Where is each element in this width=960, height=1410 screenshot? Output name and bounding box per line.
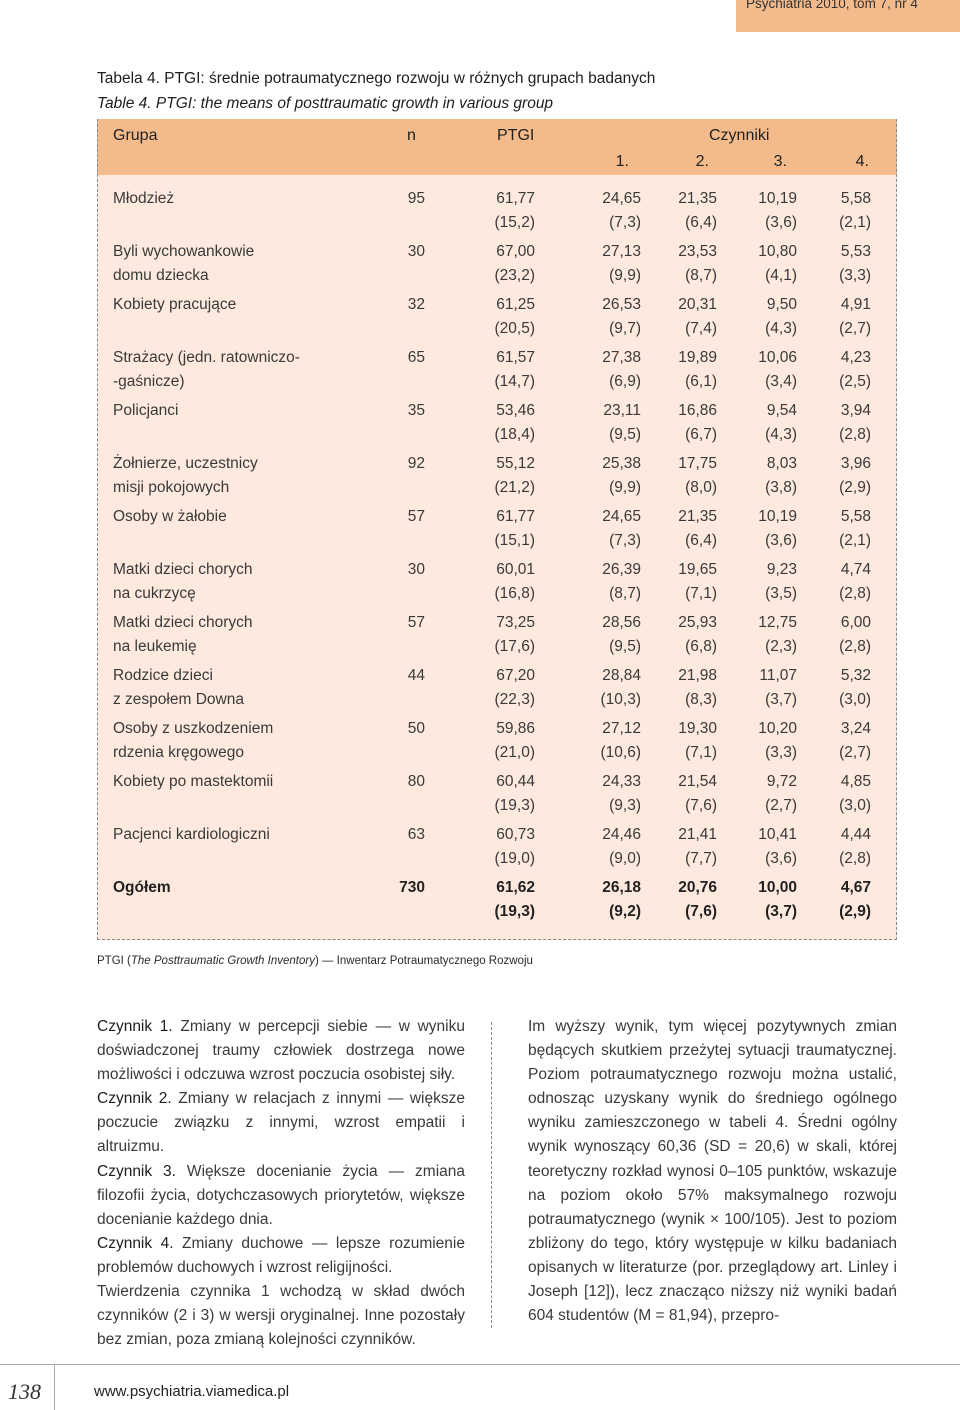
cell-ptgi-sd: (22,3) [494, 691, 535, 708]
cell-f3-sd: (3,7) [765, 903, 797, 920]
cell-f3: 9,50 [766, 296, 797, 313]
cell-f4: 3,96 [840, 455, 871, 472]
cell-n: 57 [407, 508, 425, 525]
caption-english [97, 91, 655, 116]
cell-f2-sd: (7,1) [685, 744, 717, 761]
cell-f4-sd: (3,3) [839, 267, 871, 284]
group-name-continued: domu dziecka [113, 267, 209, 284]
footnote-part-2: The Posttraumatic Growth Inventory [130, 955, 315, 967]
cell-f1: 25,38 [602, 455, 641, 472]
cell-f1-sd: (9,5) [609, 426, 641, 443]
cell-n: 730 [399, 879, 425, 896]
cell-f3-sd: (3,4) [765, 373, 797, 390]
cell-f4: 4,91 [840, 296, 871, 313]
caption-polish-label: Tabela 4. [97, 70, 160, 87]
cell-n: 65 [407, 349, 425, 366]
group-name: Ogółem [113, 879, 171, 896]
cell-f1-sd: (10,6) [600, 744, 641, 761]
cell-ptgi-sd: (18,4) [494, 426, 535, 443]
cell-f1: 27,38 [602, 349, 641, 366]
cell-f1-sd: (7,3) [609, 532, 641, 549]
cell-f1-sd: (8,7) [609, 585, 641, 602]
factor-3-label: Czynnik 3. [97, 1162, 176, 1180]
cell-f1-sd: (9,2) [609, 903, 641, 920]
cell-f3: 9,54 [766, 402, 797, 419]
factor-2-label: Czynnik 2. [97, 1090, 172, 1108]
cell-f2-sd: (7,1) [685, 585, 717, 602]
cell-n: 63 [407, 826, 425, 843]
group-name-continued: na leukemię [113, 638, 197, 655]
cell-ptgi-sd: (14,7) [494, 373, 535, 390]
table-header [97, 119, 897, 175]
cell-f2: 21,41 [678, 826, 717, 843]
caption-english-text: PTGI: the means of posttraumatic growth in various group [151, 95, 554, 112]
cell-f4-sd: (2,1) [839, 214, 871, 231]
cell-f2-sd: (7,7) [685, 850, 717, 867]
factor-3-paragraph [97, 1160, 465, 1232]
cell-f3-sd: (2,7) [765, 797, 797, 814]
cell-f2: 23,53 [678, 243, 717, 260]
cell-ptgi-sd: (19,3) [494, 903, 535, 920]
cell-f1: 24,33 [602, 773, 641, 790]
page-number: 138 [8, 1379, 41, 1404]
group-name: Żołnierze, uczestnicy [113, 455, 258, 472]
cell-f4-sd: (2,8) [839, 426, 871, 443]
cell-f1-sd: (9,5) [609, 638, 641, 655]
cell-f4: 4,23 [840, 349, 871, 366]
cell-f2-sd: (8,3) [685, 691, 717, 708]
cell-ptgi: 67,20 [496, 667, 535, 684]
cell-f4-sd: (2,1) [839, 532, 871, 549]
cell-f4-sd: (2,9) [839, 903, 871, 920]
group-name: Rodzice dzieci [113, 667, 213, 684]
table-caption [97, 66, 655, 116]
cell-n: 92 [407, 455, 425, 472]
cell-f1: 24,46 [602, 826, 641, 843]
cell-ptgi-sd: (21,2) [494, 479, 535, 496]
factor-1-label: Czynnik 1. [97, 1018, 173, 1035]
cell-ptgi: 61,25 [496, 296, 535, 313]
cell-f2-sd: (6,4) [685, 214, 717, 231]
cell-f1-sd: (9,0) [609, 850, 641, 867]
cell-f2: 16,86 [678, 402, 717, 419]
cell-n: 50 [407, 720, 425, 737]
cell-f4: 4,67 [840, 879, 871, 896]
cell-f4: 5,58 [840, 190, 871, 207]
header-ptgi: PTGI [497, 127, 535, 144]
cell-f2-sd: (6,4) [685, 532, 717, 549]
cell-f4-sd: (2,8) [839, 638, 871, 655]
group-name: Młodzież [113, 190, 175, 207]
factor-3-text: Większe docenianie życia — zmiana filozofii życia, dotychczasowych priorytetów, większe docenianie każdego dnia. [97, 1162, 465, 1228]
footnote-part-1: PTGI ( [97, 955, 131, 967]
table-border-bottom [97, 939, 897, 940]
factor-2-text: Zmiany w relacjach z innymi — większe poczucie związku z innymi, wzrost empatii i altruizmu. [97, 1090, 465, 1156]
caption-polish [97, 66, 655, 91]
group-name: Matki dzieci chorych [113, 561, 253, 578]
cell-ptgi: 61,62 [496, 879, 535, 896]
cell-f1: 27,13 [602, 243, 641, 260]
cell-n: 32 [407, 296, 425, 313]
cell-ptgi: 67,00 [496, 243, 535, 260]
cell-f3-sd: (3,3) [765, 744, 797, 761]
table-border-left [97, 119, 98, 940]
cell-f2: 21,98 [678, 667, 717, 684]
footnote-part-3: ) — Inwentarz Potraumatycznego Rozwoju [314, 955, 533, 967]
header-factor-1: 1. [615, 153, 629, 170]
group-name: Kobiety po mastektomii [113, 773, 274, 790]
cell-f3-sd: (3,5) [765, 585, 797, 602]
cell-f4-sd: (2,8) [839, 585, 871, 602]
cell-ptgi-sd: (19,0) [494, 850, 535, 867]
cell-f2: 20,31 [678, 296, 717, 313]
note-paragraph [97, 1280, 465, 1352]
cell-n: 57 [407, 614, 425, 631]
caption-polish-text: PTGI: średnie potraumatycznego rozwoju w różnych grupach badanych [159, 70, 656, 87]
cell-f2: 19,30 [678, 720, 717, 737]
group-name-continued: -gaśnicze) [113, 373, 185, 390]
cell-f3: 10,20 [758, 720, 797, 737]
cell-f3: 10,80 [758, 243, 797, 260]
cell-f4-sd: (3,0) [839, 691, 871, 708]
cell-n: 30 [407, 243, 425, 260]
cell-f3-sd: (4,1) [765, 267, 797, 284]
column-separator [491, 1022, 492, 1328]
cell-f3: 10,19 [758, 190, 797, 207]
cell-ptgi: 61,77 [496, 508, 535, 525]
cell-n: 44 [407, 667, 425, 684]
cell-f2-sd: (8,0) [685, 479, 717, 496]
header-group: Grupa [113, 127, 158, 144]
left-text-column [97, 1015, 465, 1352]
cell-f1-sd: (10,3) [600, 691, 641, 708]
cell-f3: 10,06 [758, 349, 797, 366]
cell-f4-sd: (2,8) [839, 850, 871, 867]
group-name-continued: na cukrzycę [113, 585, 196, 602]
right-paragraph: Im wyższy wynik, tym więcej pozytywnych zmian będących skutkiem przeżytej sytuacji traumatycznej. Poziom potraumatycznego rozwoju można ustalić, odnosząc uzyskany wynik do średniego ogólnego wyniku zamieszczonego w tabeli 4. Średni ogólny wynik wynoszący 60,36 (SD = 20,6) w skali, której teoretyczny rozkład wynosi 0–105 punktów, wskazuje na poziom około 57% maksymalnego rozwoju potraumatycznego (wynik × 100/105). Jest to poziom zbliżony do tego, który występuje w kilku badaniach opisanych w literaturze (por. przeglądowy art. Linley i Joseph [12]), lecz znacząco niższy niż wyniki badań 604 studentów (M = 81,94), przepro- [528, 1018, 897, 1325]
factor-4-label: Czynnik 4. [97, 1234, 174, 1252]
cell-f2: 21,54 [678, 773, 717, 790]
cell-f1-sd: (7,3) [609, 214, 641, 231]
cell-ptgi-sd: (17,6) [494, 638, 535, 655]
group-name-continued: z zespołem Downa [113, 691, 244, 708]
cell-f1-sd: (9,9) [609, 267, 641, 284]
journal-title: Psychiatria 2010, tom 7, nr 4 [746, 0, 918, 11]
cell-n: 35 [407, 402, 425, 419]
header-n: n [407, 127, 416, 144]
group-name: Policjanci [113, 402, 179, 419]
factor-4-paragraph [97, 1232, 465, 1280]
cell-f4: 3,94 [840, 402, 871, 419]
cell-f3: 9,72 [766, 773, 797, 790]
cell-f1: 24,65 [602, 190, 641, 207]
cell-f3-sd: (4,3) [765, 426, 797, 443]
cell-f1: 26,53 [602, 296, 641, 313]
factor-1-text: Zmiany w percepcji siebie — w wyniku doświadczonej traumy człowiek dostrzega nowe możliwości i odczuwa wzrost poczucia osobistej siły. [97, 1018, 465, 1084]
cell-n: 95 [407, 190, 425, 207]
cell-f4: 3,24 [840, 720, 871, 737]
cell-f2: 20,76 [678, 879, 717, 896]
cell-ptgi-sd: (20,5) [494, 320, 535, 337]
cell-ptgi: 61,77 [496, 190, 535, 207]
cell-f3-sd: (3,6) [765, 214, 797, 231]
cell-f4: 6,00 [840, 614, 871, 631]
website-link[interactable]: www.psychiatria.viamedica.pl [94, 1383, 290, 1400]
factor-4-text: Zmiany duchowe — lepsze rozumienie problemów duchowych i wzrost religijności. [97, 1234, 465, 1276]
note-text: Twierdzenia czynnika 1 wchodzą w skład dwóch czynników (2 i 3) w wersji oryginalnej. Inne pozostały bez zmian, poza zmianą kolejności czynników. [97, 1283, 465, 1349]
cell-f4: 4,74 [840, 561, 871, 578]
cell-f1-sd: (6,9) [609, 373, 641, 390]
cell-f4: 4,44 [840, 826, 871, 843]
cell-f3-sd: (3,8) [765, 479, 797, 496]
cell-f3: 12,75 [758, 614, 797, 631]
group-name: Kobiety pracujące [113, 296, 237, 313]
cell-ptgi-sd: (21,0) [494, 744, 535, 761]
group-name: Matki dzieci chorych [113, 614, 253, 631]
cell-f2: 19,89 [678, 349, 717, 366]
cell-f3: 10,19 [758, 508, 797, 525]
cell-f1-sd: (9,3) [609, 797, 641, 814]
factor-1-paragraph [97, 1015, 465, 1087]
cell-f2-sd: (8,7) [685, 267, 717, 284]
cell-f3-sd: (4,3) [765, 320, 797, 337]
group-name: Pacjenci kardiologiczni [113, 826, 270, 843]
cell-f2-sd: (7,6) [685, 797, 717, 814]
cell-f3: 11,07 [759, 667, 797, 684]
cell-ptgi-sd: (23,2) [494, 267, 535, 284]
cell-ptgi: 73,25 [496, 614, 535, 631]
cell-ptgi: 60,73 [496, 826, 535, 843]
cell-f3: 10,00 [758, 879, 797, 896]
cell-f4: 5,32 [840, 667, 871, 684]
cell-f2-sd: (6,7) [685, 426, 717, 443]
group-name-continued: rdzenia kręgowego [113, 744, 244, 761]
factor-2-paragraph [97, 1087, 465, 1159]
cell-f3: 8,03 [766, 455, 797, 472]
cell-n: 30 [407, 561, 425, 578]
cell-f1: 28,56 [602, 614, 641, 631]
footer-rule [0, 1364, 960, 1365]
cell-f3: 10,41 [758, 826, 797, 843]
group-name-continued: misji pokojowych [113, 479, 230, 496]
cell-ptgi: 61,57 [496, 349, 535, 366]
cell-f1: 23,11 [603, 402, 641, 419]
cell-ptgi-sd: (19,3) [494, 797, 535, 814]
header-factor-4: 4. [855, 153, 869, 170]
cell-f3: 9,23 [766, 561, 797, 578]
cell-f4-sd: (2,5) [839, 373, 871, 390]
cell-f4: 5,53 [840, 243, 871, 260]
group-name: Strażacy (jedn. ratowniczo- [113, 349, 300, 366]
cell-f3-sd: (2,3) [765, 638, 797, 655]
cell-f4-sd: (2,7) [839, 744, 871, 761]
cell-f3-sd: (3,7) [765, 691, 797, 708]
cell-f1: 24,65 [602, 508, 641, 525]
cell-f1: 28,84 [602, 667, 641, 684]
cell-f4-sd: (2,7) [839, 320, 871, 337]
cell-f2: 21,35 [678, 508, 717, 525]
table-border-right [896, 119, 897, 940]
cell-ptgi: 59,86 [496, 720, 535, 737]
cell-f1-sd: (9,7) [609, 320, 641, 337]
cell-f2-sd: (6,8) [685, 638, 717, 655]
cell-f3-sd: (3,6) [765, 532, 797, 549]
cell-ptgi-sd: (15,2) [494, 214, 535, 231]
cell-f2-sd: (7,4) [685, 320, 717, 337]
cell-f2-sd: (6,1) [685, 373, 717, 390]
group-name: Byli wychowankowie [113, 243, 255, 260]
results-table [97, 119, 897, 940]
group-name: Osoby w żałobie [113, 508, 227, 525]
group-name: Osoby z uszkodzeniem [113, 720, 274, 737]
right-text-column [528, 1015, 897, 1328]
cell-ptgi: 60,44 [496, 773, 535, 790]
cell-ptgi: 53,46 [496, 402, 535, 419]
footer-divider [54, 1364, 55, 1410]
cell-f1-sd: (9,9) [609, 479, 641, 496]
cell-f2: 21,35 [678, 190, 717, 207]
cell-ptgi-sd: (16,8) [494, 585, 535, 602]
cell-f4-sd: (3,0) [839, 797, 871, 814]
cell-f1: 26,39 [602, 561, 641, 578]
cell-f1: 27,12 [602, 720, 641, 737]
cell-ptgi: 55,12 [496, 455, 535, 472]
header-factors: Czynniki [709, 127, 770, 144]
cell-f3-sd: (3,6) [765, 850, 797, 867]
table-footnote [97, 955, 533, 967]
caption-english-label: Table 4. [97, 95, 152, 112]
cell-f2-sd: (7,6) [685, 903, 717, 920]
cell-ptgi-sd: (15,1) [494, 532, 535, 549]
cell-f2: 17,75 [678, 455, 717, 472]
cell-f1: 26,18 [602, 879, 641, 896]
cell-f2: 19,65 [678, 561, 717, 578]
running-header [736, 0, 960, 32]
cell-f4: 5,58 [840, 508, 871, 525]
cell-f4: 4,85 [840, 773, 871, 790]
cell-f4-sd: (2,9) [839, 479, 871, 496]
cell-ptgi: 60,01 [496, 561, 535, 578]
header-factor-2: 2. [695, 153, 709, 170]
header-factor-3: 3. [773, 153, 787, 170]
cell-f2: 25,93 [678, 614, 717, 631]
cell-n: 80 [407, 773, 425, 790]
